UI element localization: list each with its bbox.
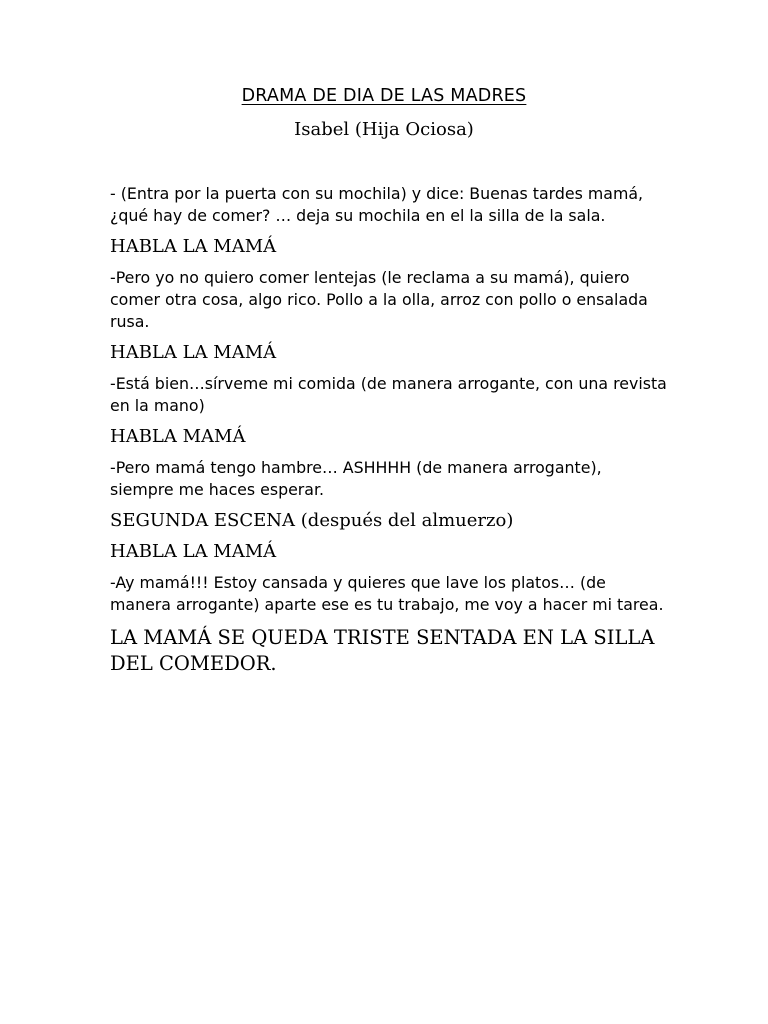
closing-stage-direction: LA MAMÁ SE QUEDA TRISTE SENTADA EN LA SILLA DEL COMEDOR.	[110, 626, 655, 675]
stage-direction: HABLA LA MAMÁ	[110, 541, 277, 562]
document-body	[110, 183, 670, 677]
stage-direction: HABLA LA MAMÁ	[110, 342, 277, 363]
stage-direction: HABLA LA MAMÁ	[110, 236, 277, 257]
stage-direction: HABLA MAMÁ	[110, 426, 246, 447]
dialogue-line: - (Entra por la puerta con su mochila) y dice: Buenas tardes mamá, ¿qué hay de comer? … deja su mochila en el la silla de la sala.	[110, 184, 644, 225]
scene-heading: SEGUNDA ESCENA (después del almuerzo)	[110, 510, 514, 531]
dialogue-line: -Pero mamá tengo hambre… ASHHHH (de manera arrogante), siempre me haces esperar.	[110, 458, 602, 499]
dialogue-line: -Está bien…sírveme mi comida (de manera arrogante, con una revista en la mano)	[110, 374, 667, 415]
dialogue-line: -Pero yo no quiero comer lentejas (le reclama a su mamá), quiero comer otra cosa, algo rico. Pollo a la olla, arroz con pollo o ensalada rusa.	[110, 268, 648, 331]
dialogue-line: -Ay mamá!!! Estoy cansada y quieres que lave los platos… (de manera arrogante) aparte ese es tu trabajo, me voy a hacer mi tarea.	[110, 573, 664, 614]
document-title: DRAMA DE DIA DE LAS MADRES	[241, 86, 527, 106]
document-subtitle: Isabel (Hija Ociosa)	[294, 119, 474, 140]
